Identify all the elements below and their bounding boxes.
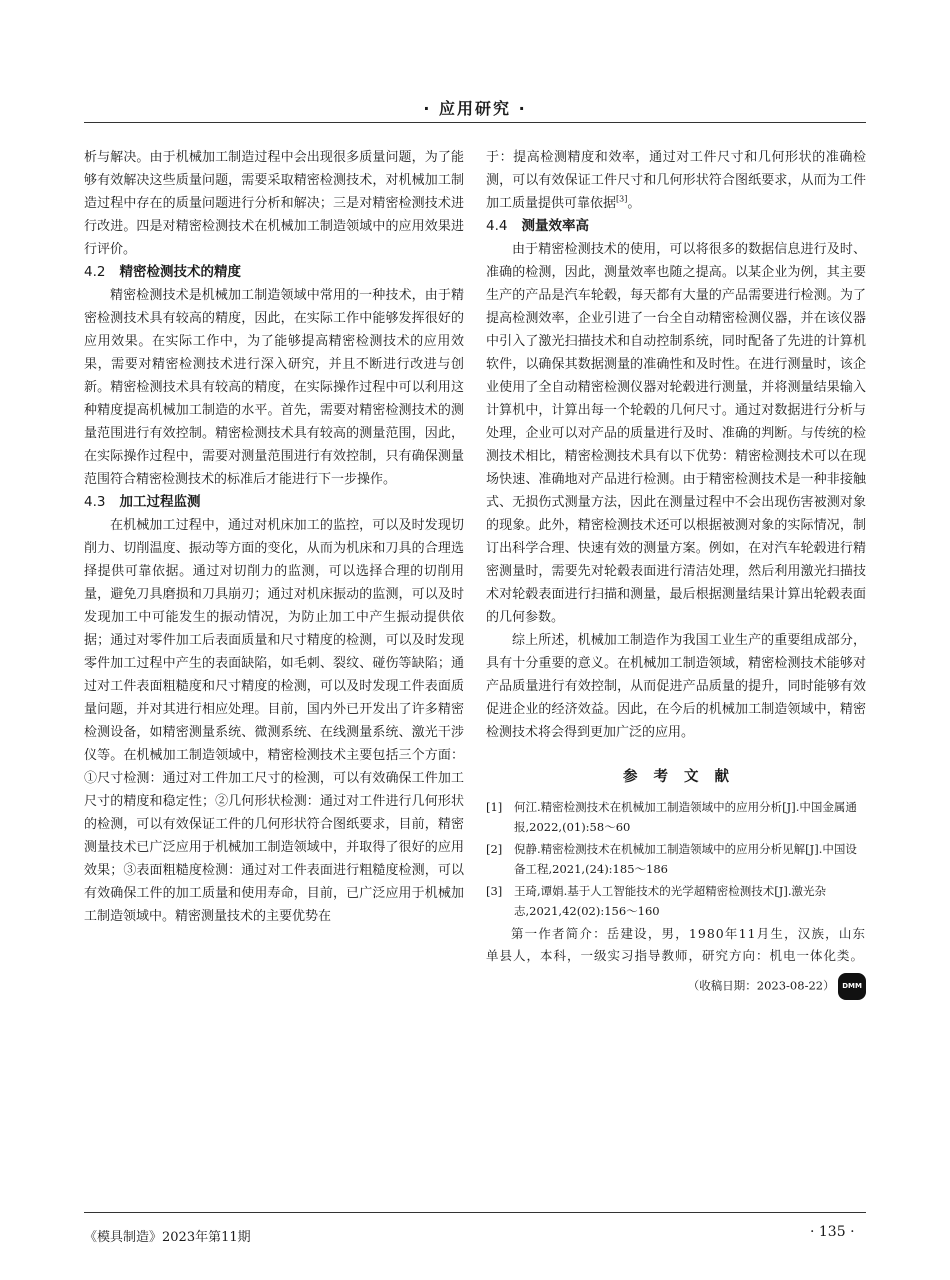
section-title: 测量效率高 xyxy=(521,218,589,234)
section-number: 4.4 xyxy=(486,218,508,234)
reference-item xyxy=(486,797,866,837)
reference-text: 王琦,谭娟.基于人工智能技术的光学超精密检测技术[J].激光杂志,2021,42(02):156～160 xyxy=(514,884,827,918)
citation-marker: [3] xyxy=(616,194,628,204)
author-bio: 第一作者简介：岳建设，男，1980年11月生，汉族，山东单县人，本科，一级实习指导教师，研究方向：机电一体化类。 xyxy=(486,926,866,963)
page-number: · 135 · xyxy=(810,1224,855,1240)
continued-paragraph xyxy=(486,146,866,215)
section-4-3-body: 在机械加工过程中，通过对机床加工的监控，可以及时发现切削力、切削温度、振动等方面的变化，从而为机床和刀具的合理选择提供可靠依据。通过对切削力的监测，可以选择合理的切削用量，避免刀具磨损和刀具崩刃；通过对机床振动的监测，可以及时发现加工中可能发生的振动情况，为防止加工中产生振动提供依据；通过对零件加工后表面质量和尺寸精度的检测，可以及时发现零件加工过程中产生的表面缺陷，如毛刺、裂纹、碰伤等缺陷；通过对工件表面粗糙度和尺寸精度的检测，可以及时发现工件表面质量问题，并对其进行相应处理。目前，国内外已开发出了许多精密检测设备，如精密测量系统、微测系统、在线测量系统、激光干涉仪等。在机械加工制造领域中，精密检测技术主要包括三个方面：①尺寸检测：通过对工件加工尺寸的检测，可以有效确保工件加工尺寸的精度和稳定性；②几何形状检测：通过对工件进行几何形状的检测，可以有效保证工件的几何形状符合图纸要求，目前，精密测量技术已广泛应用于机械加工制造领域中，并取得了很好的应用效果；③表面粗糙度检测：通过对工件表面进行粗糙度检测，可以有效确保工件的加工质量和使用寿命，目前，已广泛应用于机械加工制造领域中。精密测量技术的主要优势在 xyxy=(84,518,464,924)
section-heading-4-3 xyxy=(84,491,464,514)
reference-number: [3] xyxy=(486,884,503,898)
reference-number: [2] xyxy=(486,842,503,856)
intro-paragraph: 析与解决。由于机械加工制造过程中会出现很多质量问题，为了能够有效解决这些质量问题，需要采取精密检测技术，对机械加工制造过程中存在的质量问题进行分析和解决；三是对精密检测技术进行改进。四是对精密检测技术在机械加工制造领域中的应用效果进行评价。 xyxy=(84,150,464,257)
section-number: 4.2 xyxy=(84,264,106,280)
reference-item xyxy=(486,881,866,921)
received-date: （收稿日期：2023-08-22） xyxy=(687,978,835,993)
section-title: 精密检测技术的精度 xyxy=(119,264,241,280)
section-heading-4-4 xyxy=(486,215,866,238)
reference-item xyxy=(486,839,866,879)
running-header: · 应用研究 · xyxy=(423,99,527,118)
right-column xyxy=(486,146,866,1000)
reference-text: 倪静.精密检测技术在机械加工制造领域中的应用分析见解[J].中国设备工程,2021,(24):185～186 xyxy=(514,842,857,876)
dmm-logo-icon: DMM xyxy=(838,973,866,1000)
section-title: 加工过程监测 xyxy=(119,494,201,510)
conclusion-paragraph: 综上所述，机械加工制造作为我国工业生产的重要组成部分，具有十分重要的意义。在机械加工制造领域，精密检测技术能够对产品质量进行有效控制，从而促进产品质量的提升，同时能够有效促进企业的经济效益。因此，在今后的机械加工制造领域中，精密检测技术将会得到更加广泛的应用。 xyxy=(486,633,866,740)
journal-name: 《模具制造》2023年第11期 xyxy=(84,1230,251,1245)
section-number: 4.3 xyxy=(84,494,106,510)
left-column xyxy=(84,146,464,928)
reference-text: 何江.精密检测技术在机械加工制造领域中的应用分析[J].中国金属通报,2022,(01):58～60 xyxy=(514,800,857,834)
section-4-4-body: 由于精密检测技术的使用，可以将很多的数据信息进行及时、准确的检测，因此，测量效率也随之提高。以某企业为例，其主要生产的产品是汽车轮毂，每天都有大量的产品需要进行检测。为了提高检测效率，企业引进了一台全自动精密检测仪器，并在该仪器中引入了激光扫描技术和自动控制系统，同时配备了先进的计算机软件，以确保其数据测量的准确性和及时性。在进行测量时，该企业使用了全自动精密检测仪器对轮毂进行测量，并将测量结果输入计算机中，计算出每一个轮毂的几何尺寸。通过对数据进行分析与处理，企业可以对产品的质量进行及时、准确的判断。与传统的检测技术相比，精密检测技术具有以下优势：精密检测技术可以在现场快速、准确地对产品进行检测。由于精密检测技术是一种非接触式、无损伤式测量方法，因此在测量过程中不会出现伤害被测对象的现象。此外，精密检测技术还可以根据被测对象的实际情况，制订出科学合理、快速有效的测量方案。例如，在对汽车轮毂进行精密测量时，需要先对轮毂表面进行清洁处理，然后利用激光扫描技术对轮毂表面进行扫描和测量，最后根据测量结果计算出轮毂表面的几何参数。 xyxy=(486,242,866,625)
section-heading-4-2 xyxy=(84,261,464,284)
received-date-line xyxy=(486,973,866,1000)
section-4-2-body: 精密检测技术是机械加工制造领域中常用的一种技术，由于精密检测技术具有较高的精度，因此，在实际工作中能够发挥很好的应用效果。在实际工作中，为了能够提高精密检测技术的应用效果，需要对精密检测技术进行深入研究，并且不断进行改进与创新。精密检测技术具有较高的精度，在实际操作过程中可以利用这种精度提高机械加工制造的水平。首先，需要对精密检测技术的测量范围进行有效控制。精密检测技术具有较高的测量范围，因此，在实际操作过程中，需要对测量范围进行有效控制，只有确保测量范围符合精密检测技术的标准后才能进行下一步操作。 xyxy=(84,288,464,487)
footer-divider xyxy=(84,1212,866,1213)
references-heading: 参考文献 xyxy=(623,769,745,785)
reference-number: [1] xyxy=(486,800,503,814)
continued-text: 于：提高检测精度和效率，通过对工件尺寸和几何形状的准确检测，可以有效保证工件尺寸和几何形状符合图纸要求，从而为工件加工质量提供可靠依据 xyxy=(486,150,866,211)
header-divider xyxy=(84,122,866,123)
continued-end: 。 xyxy=(627,196,641,211)
